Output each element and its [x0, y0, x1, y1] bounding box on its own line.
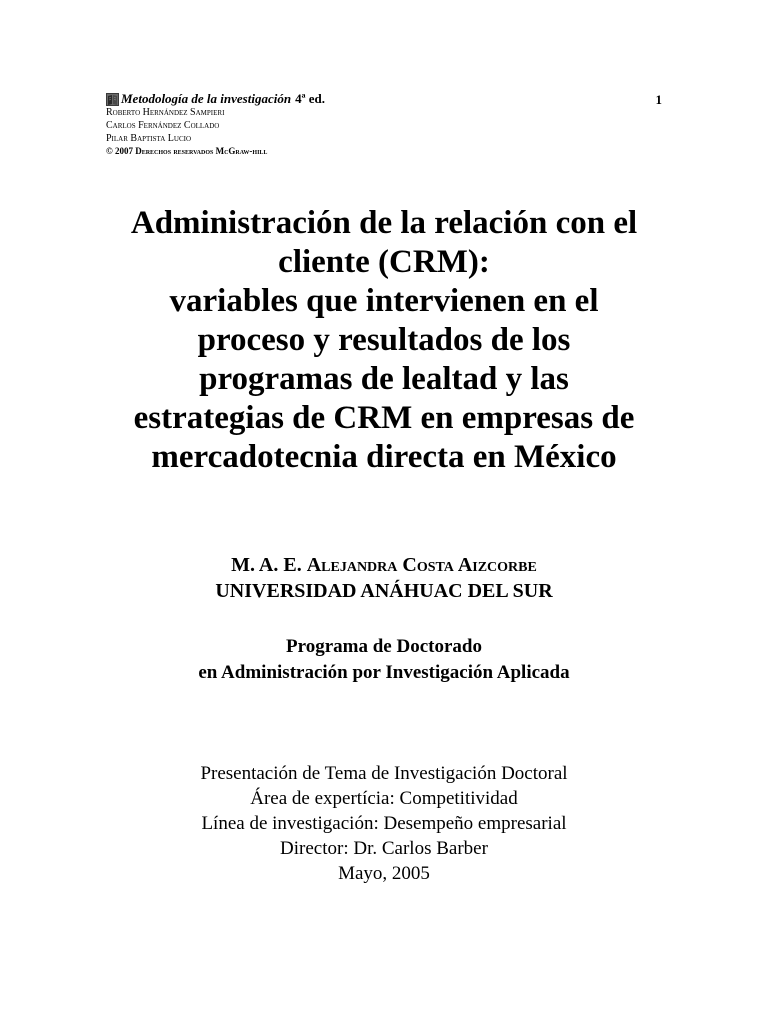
header-author-2: Carlos Fernández Collado [106, 120, 220, 131]
info-line: Línea de investigación: Desempeño empresarial [201, 813, 567, 834]
author-block [84, 552, 684, 604]
page-number: 1 [655, 92, 662, 107]
header-author-3: Pilar Baptista Lucio [106, 133, 191, 144]
title-line: estrategias de CRM en empresas de [133, 400, 635, 436]
program-line-1: Programa de Doctorado [286, 636, 482, 657]
copyright-notice: © 2007 Derechos reservados McGraw-hill [106, 146, 268, 156]
title-line: cliente (CRM): [278, 244, 490, 280]
book-header [106, 92, 666, 157]
presentation-info [84, 761, 684, 886]
title-line: programas de lealtad y las [199, 361, 569, 397]
book-header-title-line [106, 92, 666, 106]
title-line: mercadotecnia directa en México [151, 439, 617, 475]
book-edition: 4ª ed. [295, 91, 325, 106]
author-name: Alejandra Costa Aizcorbe [306, 554, 537, 576]
author-university: UNIVERSIDAD ANÁHUAC DEL SUR [215, 580, 553, 602]
title-line: proceso y resultados de los [197, 322, 571, 358]
document-title [84, 204, 684, 477]
book-icon [106, 93, 119, 106]
program-line-2: en Administración por Investigación Aplicada [198, 662, 570, 683]
info-line: Mayo, 2005 [338, 863, 430, 884]
info-line: Presentación de Tema de Investigación Doctoral [200, 763, 568, 784]
title-line: Administración de la relación con el [130, 205, 638, 241]
info-line: Área de expertícia: Competitividad [250, 788, 518, 809]
book-title: Metodología de la investigación [121, 91, 292, 106]
info-line: Director: Dr. Carlos Barber [280, 838, 488, 859]
program-block [84, 634, 684, 686]
title-line: variables que intervienen en el [169, 283, 599, 319]
author-degree: M. A. E. [231, 554, 302, 576]
author-line [84, 552, 684, 578]
header-author-1: Roberto Hernández Sampieri [106, 107, 225, 118]
